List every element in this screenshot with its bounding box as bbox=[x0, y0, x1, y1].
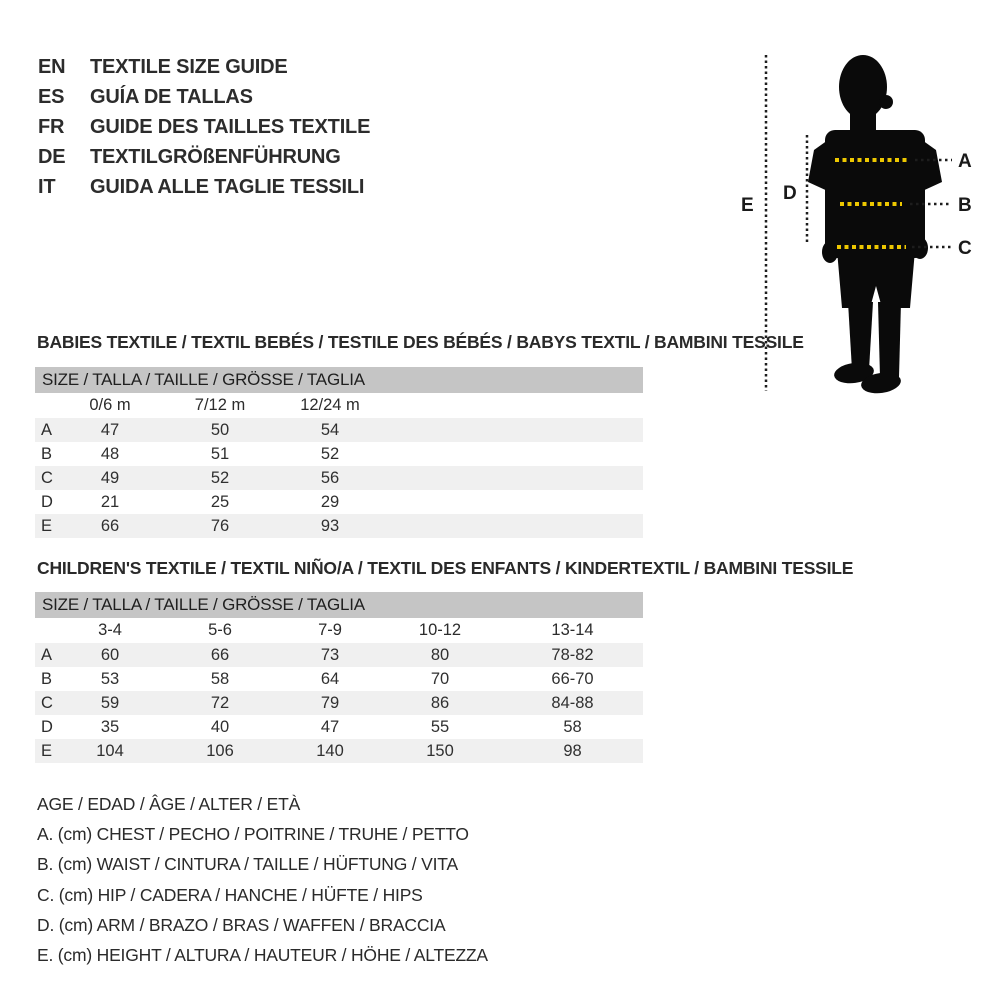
measurement-value: 72 bbox=[210, 693, 230, 712]
legend-line-3: C. (cm) HIP / CADERA / HANCHE / HÜFTE / HIPS bbox=[37, 884, 423, 905]
row-label: E bbox=[41, 741, 53, 760]
row-label: E bbox=[41, 516, 53, 535]
language-guide-title: GUÍA DE TALLAS bbox=[90, 85, 253, 108]
age-column-header: 13-14 bbox=[551, 621, 594, 639]
children-section-title: CHILDREN'S TEXTILE / TEXTIL NIÑO/A / TEXTIL DES ENFANTS / KINDERTEXTIL / BAMBINI TESSILE bbox=[37, 558, 854, 578]
marker-b-label: B bbox=[958, 195, 972, 216]
language-guide-title: GUIDA ALLE TAGLIE TESSILI bbox=[90, 175, 365, 198]
age-columns-row bbox=[35, 618, 643, 643]
measurement-row-d bbox=[35, 490, 643, 514]
measurement-value: 25 bbox=[210, 492, 230, 511]
age-column-header: 0/6 m bbox=[89, 396, 131, 414]
measurement-value: 98 bbox=[563, 741, 582, 760]
marker-c-label: C bbox=[958, 238, 972, 259]
legend-line-4: D. (cm) ARM / BRAZO / BRAS / WAFFEN / BRACCIA bbox=[37, 914, 446, 935]
language-guide-title: GUIDE DES TAILLES TEXTILE bbox=[90, 115, 371, 138]
measurement-value: 64 bbox=[320, 669, 340, 688]
measurement-value: 104 bbox=[96, 741, 124, 760]
measurement-value: 35 bbox=[100, 717, 120, 736]
measurement-value: 52 bbox=[210, 468, 230, 487]
age-columns-row bbox=[35, 393, 643, 418]
age-column-header: 10-12 bbox=[418, 621, 462, 639]
measurement-row-e bbox=[35, 514, 643, 538]
measurement-value: 79 bbox=[320, 693, 340, 712]
legend-line-1: A. (cm) CHEST / PECHO / POITRINE / TRUHE / PETTO bbox=[37, 823, 469, 844]
measurement-value: 140 bbox=[316, 741, 344, 760]
children-size-table bbox=[35, 592, 643, 763]
age-column-header: 7-9 bbox=[318, 621, 342, 639]
measurement-row-c bbox=[35, 466, 643, 490]
marker-a-label: A bbox=[958, 151, 972, 172]
row-label: B bbox=[41, 669, 53, 688]
children-size-header-band: SIZE / TALLA / TAILLE / GRÖSSE / TAGLIA bbox=[35, 592, 643, 618]
measurement-row-b bbox=[35, 667, 643, 691]
measurement-row-b bbox=[35, 442, 643, 466]
language-row-es bbox=[38, 82, 370, 112]
language-row-de bbox=[38, 142, 370, 172]
row-label: C bbox=[41, 693, 53, 712]
row-label: C bbox=[41, 468, 53, 487]
legend-line-0: AGE / EDAD / ÂGE / ALTER / ETÀ bbox=[37, 793, 301, 814]
measurement-value: 58 bbox=[563, 717, 582, 736]
babies-size-table bbox=[35, 367, 643, 538]
legend-line-5: E. (cm) HEIGHT / ALTURA / HAUTEUR / HÖHE / ALTEZZA bbox=[37, 945, 488, 966]
measurement-value: 66 bbox=[210, 645, 230, 664]
measurement-value: 50 bbox=[210, 420, 230, 439]
measurement-value: 55 bbox=[430, 717, 450, 736]
measurement-value: 150 bbox=[426, 741, 454, 760]
language-code: FR bbox=[38, 115, 65, 138]
measurement-value: 51 bbox=[210, 444, 230, 463]
language-guide-title: TEXTILGRÖßENFÜHRUNG bbox=[90, 145, 341, 168]
measurement-row-d bbox=[35, 715, 643, 739]
measurement-value: 58 bbox=[210, 669, 230, 688]
language-code: IT bbox=[38, 175, 56, 198]
child-silhouette bbox=[808, 55, 942, 396]
measurement-value: 84-88 bbox=[551, 693, 594, 712]
babies-section-title: BABIES TEXTILE / TEXTIL BEBÉS / TESTILE DES BÉBÉS / BABYS TEXTIL / BAMBINI TESSILE bbox=[37, 332, 804, 352]
babies-size-header-band: SIZE / TALLA / TAILLE / GRÖSSE / TAGLIA bbox=[35, 367, 643, 393]
measurement-value: 56 bbox=[320, 468, 340, 487]
row-label: A bbox=[41, 645, 53, 664]
measurement-value: 40 bbox=[210, 717, 230, 736]
language-code: ES bbox=[38, 85, 65, 108]
measurement-value: 80 bbox=[430, 645, 450, 664]
marker-e-label: E bbox=[741, 195, 754, 216]
measurement-value: 53 bbox=[100, 669, 120, 688]
language-guide-title: TEXTILE SIZE GUIDE bbox=[90, 55, 288, 78]
age-column-header: 3-4 bbox=[98, 621, 122, 639]
row-label: B bbox=[41, 444, 53, 463]
measurement-value: 59 bbox=[100, 693, 120, 712]
measurement-value: 76 bbox=[210, 516, 230, 535]
age-column-header: 5-6 bbox=[208, 621, 232, 639]
measurement-value: 106 bbox=[206, 741, 234, 760]
measurement-value: 47 bbox=[100, 420, 120, 439]
measurement-value: 47 bbox=[320, 717, 340, 736]
measurement-value: 52 bbox=[320, 444, 340, 463]
measurement-value: 66 bbox=[100, 516, 120, 535]
age-column-header: 12/24 m bbox=[300, 396, 360, 414]
legend-line-2: B. (cm) WAIST / CINTURA / TAILLE / HÜFTUNG / VITA bbox=[37, 854, 458, 875]
measurement-value: 60 bbox=[100, 645, 120, 664]
language-code: DE bbox=[38, 145, 66, 168]
language-row-en bbox=[38, 52, 370, 82]
row-label: D bbox=[41, 492, 53, 511]
language-title-list bbox=[38, 52, 370, 202]
measurement-row-e bbox=[35, 739, 643, 763]
age-column-header: 7/12 m bbox=[194, 396, 246, 414]
measurement-value: 70 bbox=[430, 669, 450, 688]
measurement-value: 73 bbox=[320, 645, 340, 664]
measurement-value: 49 bbox=[100, 468, 120, 487]
language-row-it bbox=[38, 172, 370, 202]
measurement-value: 86 bbox=[430, 693, 450, 712]
measurement-value: 29 bbox=[320, 492, 340, 511]
measurement-row-a bbox=[35, 418, 643, 442]
language-row-fr bbox=[38, 112, 370, 142]
measurement-legend bbox=[37, 789, 488, 971]
row-label: D bbox=[41, 717, 53, 736]
measurement-value: 48 bbox=[100, 444, 120, 463]
measurement-value: 78-82 bbox=[551, 645, 594, 664]
measurement-row-a bbox=[35, 643, 643, 667]
measurement-value: 93 bbox=[320, 516, 340, 535]
language-code: EN bbox=[38, 55, 66, 78]
measurement-value: 66-70 bbox=[551, 669, 594, 688]
marker-d-label: D bbox=[783, 183, 797, 204]
measurement-value: 54 bbox=[320, 420, 340, 439]
measurement-value: 21 bbox=[100, 492, 120, 511]
measurement-row-c bbox=[35, 691, 643, 715]
row-label: A bbox=[41, 420, 53, 439]
